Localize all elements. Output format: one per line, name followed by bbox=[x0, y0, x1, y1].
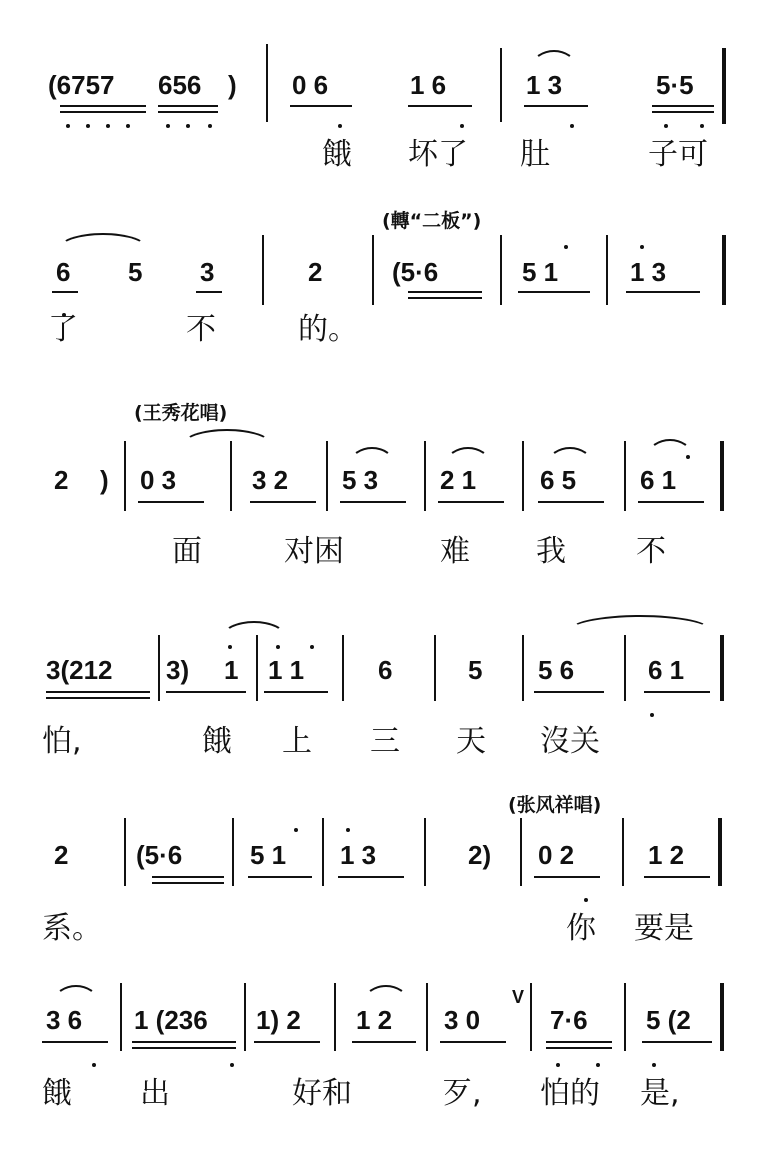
bar-line bbox=[322, 818, 324, 886]
bar-line bbox=[424, 441, 426, 511]
note-group: 0 3 bbox=[140, 465, 177, 495]
beam-line bbox=[642, 1041, 712, 1043]
octave-dot bbox=[186, 124, 190, 128]
bar-line bbox=[624, 983, 626, 1051]
lyric: 餓 bbox=[42, 1076, 72, 1111]
slur-mark bbox=[446, 447, 490, 463]
note-group: 3(212 bbox=[46, 655, 113, 685]
octave-dot bbox=[686, 455, 690, 459]
beam-line bbox=[408, 291, 482, 293]
lyric: 好和 bbox=[292, 1076, 352, 1111]
bar-line bbox=[722, 48, 726, 124]
bar-line bbox=[326, 441, 328, 511]
note-group: 5 bbox=[128, 257, 143, 287]
lyric: 你 bbox=[566, 911, 596, 946]
lyric: 歹, bbox=[442, 1076, 482, 1111]
bar-line bbox=[372, 235, 374, 305]
beam-line bbox=[60, 111, 146, 113]
beam-line bbox=[290, 105, 352, 107]
beam-line bbox=[250, 501, 316, 503]
octave-dot bbox=[556, 1063, 560, 1067]
slur-mark bbox=[568, 615, 712, 631]
performance-cue: (轉“二板”) bbox=[382, 210, 482, 232]
beam-line bbox=[60, 105, 146, 107]
bar-line bbox=[342, 635, 344, 701]
note-group: 2 bbox=[54, 465, 69, 495]
note-group: 5 (2 bbox=[646, 1005, 691, 1035]
bar-line bbox=[624, 635, 626, 701]
lyric: 天 bbox=[456, 724, 486, 759]
lyric: 要是 bbox=[634, 911, 694, 946]
bar-line bbox=[530, 983, 532, 1051]
octave-dot bbox=[310, 645, 314, 649]
beam-line bbox=[158, 105, 218, 107]
note-group: 1 bbox=[224, 655, 239, 685]
lyric: 餓 bbox=[322, 137, 352, 172]
note-group: 5·5 bbox=[656, 70, 694, 100]
octave-dot bbox=[650, 713, 654, 717]
note-group: (5·6 bbox=[136, 840, 183, 870]
beam-line bbox=[196, 291, 222, 293]
bar-line bbox=[158, 635, 160, 701]
note-group: (6757 bbox=[48, 70, 115, 100]
beam-line bbox=[46, 697, 150, 699]
lyric: 难 bbox=[440, 534, 470, 569]
bar-line bbox=[624, 441, 626, 511]
octave-dot bbox=[294, 828, 298, 832]
lyric: 面 bbox=[172, 534, 202, 569]
beam-line bbox=[626, 291, 700, 293]
slur-mark bbox=[58, 233, 148, 249]
octave-dot bbox=[106, 124, 110, 128]
note-group: 3 6 bbox=[46, 1005, 83, 1035]
beam-line bbox=[166, 691, 246, 693]
note-group: 1 6 bbox=[410, 70, 447, 100]
bar-line bbox=[232, 818, 234, 886]
bar-line bbox=[720, 635, 724, 701]
bar-line bbox=[124, 441, 126, 511]
bar-line bbox=[720, 983, 724, 1051]
octave-dot bbox=[564, 245, 568, 249]
bar-line bbox=[606, 235, 608, 305]
note-group: (5·6 bbox=[392, 257, 439, 287]
note-group: 1 2 bbox=[648, 840, 685, 870]
beam-line bbox=[52, 291, 78, 293]
performance-cue: (王秀花唱) bbox=[134, 402, 228, 424]
note-group: 1 (236 bbox=[134, 1005, 208, 1035]
breath-mark: V bbox=[512, 987, 525, 1007]
octave-dot bbox=[640, 245, 644, 249]
note-group: 1 2 bbox=[356, 1005, 393, 1035]
lyric: 坏了 bbox=[408, 137, 468, 172]
lyric: 系。 bbox=[42, 911, 102, 946]
beam-line bbox=[644, 691, 710, 693]
bar-line bbox=[334, 983, 336, 1051]
bar-line bbox=[124, 818, 126, 886]
lyric: 沒关 bbox=[540, 724, 600, 759]
lyric: 出 bbox=[140, 1076, 170, 1111]
lyric: 的。 bbox=[298, 312, 358, 347]
bar-line bbox=[424, 818, 426, 886]
note-group: 656 bbox=[158, 70, 202, 100]
slur-mark bbox=[648, 439, 692, 455]
beam-line bbox=[546, 1041, 612, 1043]
score-line-1 bbox=[0, 60, 772, 210]
beam-line bbox=[546, 1047, 612, 1049]
beam-line bbox=[408, 105, 472, 107]
bar-line bbox=[520, 818, 522, 886]
note-group: 2) bbox=[468, 840, 492, 870]
beam-line bbox=[652, 105, 714, 107]
note-group: 3 2 bbox=[252, 465, 289, 495]
note-group: 5 6 bbox=[538, 655, 575, 685]
bar-line bbox=[720, 441, 724, 511]
octave-dot bbox=[66, 124, 70, 128]
beam-line bbox=[644, 876, 710, 878]
beam-line bbox=[638, 501, 704, 503]
bar-line bbox=[120, 983, 122, 1051]
note-group: ) bbox=[228, 70, 237, 100]
bar-line bbox=[266, 44, 268, 122]
octave-dot bbox=[92, 1063, 96, 1067]
bar-line bbox=[262, 235, 264, 305]
note-group: 7·6 bbox=[550, 1005, 588, 1035]
beam-line bbox=[248, 876, 312, 878]
beam-line bbox=[440, 1041, 506, 1043]
slur-mark bbox=[222, 621, 286, 637]
beam-line bbox=[152, 882, 224, 884]
note-group: 6 bbox=[56, 257, 71, 287]
beam-line bbox=[152, 876, 224, 878]
note-group: 6 1 bbox=[640, 465, 677, 495]
lyric: 对困 bbox=[284, 534, 344, 569]
beam-line bbox=[46, 691, 150, 693]
note-group: 0 6 bbox=[292, 70, 329, 100]
beam-line bbox=[534, 876, 600, 878]
lyric: 不 bbox=[186, 312, 216, 347]
beam-line bbox=[254, 1041, 320, 1043]
octave-dot bbox=[700, 124, 704, 128]
bar-line bbox=[722, 235, 726, 305]
bar-line bbox=[426, 983, 428, 1051]
octave-dot bbox=[664, 124, 668, 128]
lyric: 餓 bbox=[202, 724, 232, 759]
lyric: 三 bbox=[370, 724, 400, 759]
beam-line bbox=[652, 111, 714, 113]
lyric: 我 bbox=[536, 534, 566, 569]
bar-line bbox=[434, 635, 436, 701]
bar-line bbox=[500, 48, 502, 122]
beam-line bbox=[538, 501, 604, 503]
note-group: 0 2 bbox=[538, 840, 575, 870]
octave-dot bbox=[166, 124, 170, 128]
beam-line bbox=[132, 1041, 236, 1043]
beam-line bbox=[158, 111, 218, 113]
note-group: 2 bbox=[54, 840, 69, 870]
note-group: 1) 2 bbox=[256, 1005, 301, 1035]
lyric: 肚 bbox=[520, 137, 550, 172]
note-group: 1 3 bbox=[630, 257, 667, 287]
lyric: 怕, bbox=[42, 724, 82, 759]
lyric: 上 bbox=[282, 724, 312, 759]
bar-line bbox=[522, 441, 524, 511]
slur-mark bbox=[548, 447, 592, 463]
bar-line bbox=[256, 635, 258, 701]
performance-cue: (张风祥唱) bbox=[508, 794, 602, 816]
bar-line bbox=[622, 818, 624, 886]
score-line-6 bbox=[0, 987, 772, 1155]
octave-dot bbox=[228, 645, 232, 649]
bar-line bbox=[244, 983, 246, 1051]
octave-dot bbox=[460, 124, 464, 128]
octave-dot bbox=[338, 124, 342, 128]
bar-line bbox=[230, 441, 232, 511]
slur-mark bbox=[532, 50, 576, 66]
octave-dot bbox=[86, 124, 90, 128]
beam-line bbox=[138, 501, 204, 503]
lyric: 是, bbox=[640, 1076, 680, 1111]
octave-dot bbox=[276, 645, 280, 649]
beam-line bbox=[438, 501, 504, 503]
note-group: 3) bbox=[166, 655, 190, 685]
note-group: 1 1 bbox=[268, 655, 305, 685]
beam-line bbox=[340, 501, 406, 503]
beam-line bbox=[518, 291, 590, 293]
note-group: 6 bbox=[378, 655, 393, 685]
octave-dot bbox=[208, 124, 212, 128]
note-group: 6 5 bbox=[540, 465, 577, 495]
note-group: 5 3 bbox=[342, 465, 379, 495]
beam-line bbox=[534, 691, 604, 693]
note-group: 3 bbox=[200, 257, 215, 287]
bar-line bbox=[500, 235, 502, 305]
octave-dot bbox=[346, 828, 350, 832]
note-group: 1 3 bbox=[526, 70, 563, 100]
slur-mark bbox=[182, 429, 272, 445]
note-group: 5 bbox=[468, 655, 483, 685]
score-line-3 bbox=[0, 465, 772, 615]
lyric: 不 bbox=[636, 534, 666, 569]
note-group: 2 1 bbox=[440, 465, 477, 495]
lyric: 子可 bbox=[648, 137, 708, 172]
note-group: 2 bbox=[308, 257, 323, 287]
beam-line bbox=[338, 876, 404, 878]
beam-line bbox=[264, 691, 328, 693]
octave-dot bbox=[230, 1063, 234, 1067]
octave-dot bbox=[570, 124, 574, 128]
octave-dot bbox=[652, 1063, 656, 1067]
note-group: ) bbox=[100, 465, 109, 495]
beam-line bbox=[132, 1047, 236, 1049]
octave-dot bbox=[126, 124, 130, 128]
score-line-4 bbox=[0, 655, 772, 805]
beam-line bbox=[352, 1041, 416, 1043]
beam-line bbox=[42, 1041, 108, 1043]
score-line-5 bbox=[0, 840, 772, 990]
note-group: 6 1 bbox=[648, 655, 685, 685]
bar-line bbox=[522, 635, 524, 701]
lyric: 了 bbox=[48, 312, 78, 347]
beam-line bbox=[524, 105, 588, 107]
score-line-2 bbox=[0, 255, 772, 405]
bar-line bbox=[718, 818, 722, 886]
octave-dot bbox=[596, 1063, 600, 1067]
beam-line bbox=[408, 297, 482, 299]
lyric: 怕的 bbox=[540, 1076, 600, 1111]
note-group: 5 1 bbox=[250, 840, 287, 870]
slur-mark bbox=[350, 447, 394, 463]
note-group: 5 1 bbox=[522, 257, 559, 287]
octave-dot bbox=[584, 898, 588, 902]
note-group: 3 0 bbox=[444, 1005, 481, 1035]
note-group: 1 3 bbox=[340, 840, 377, 870]
